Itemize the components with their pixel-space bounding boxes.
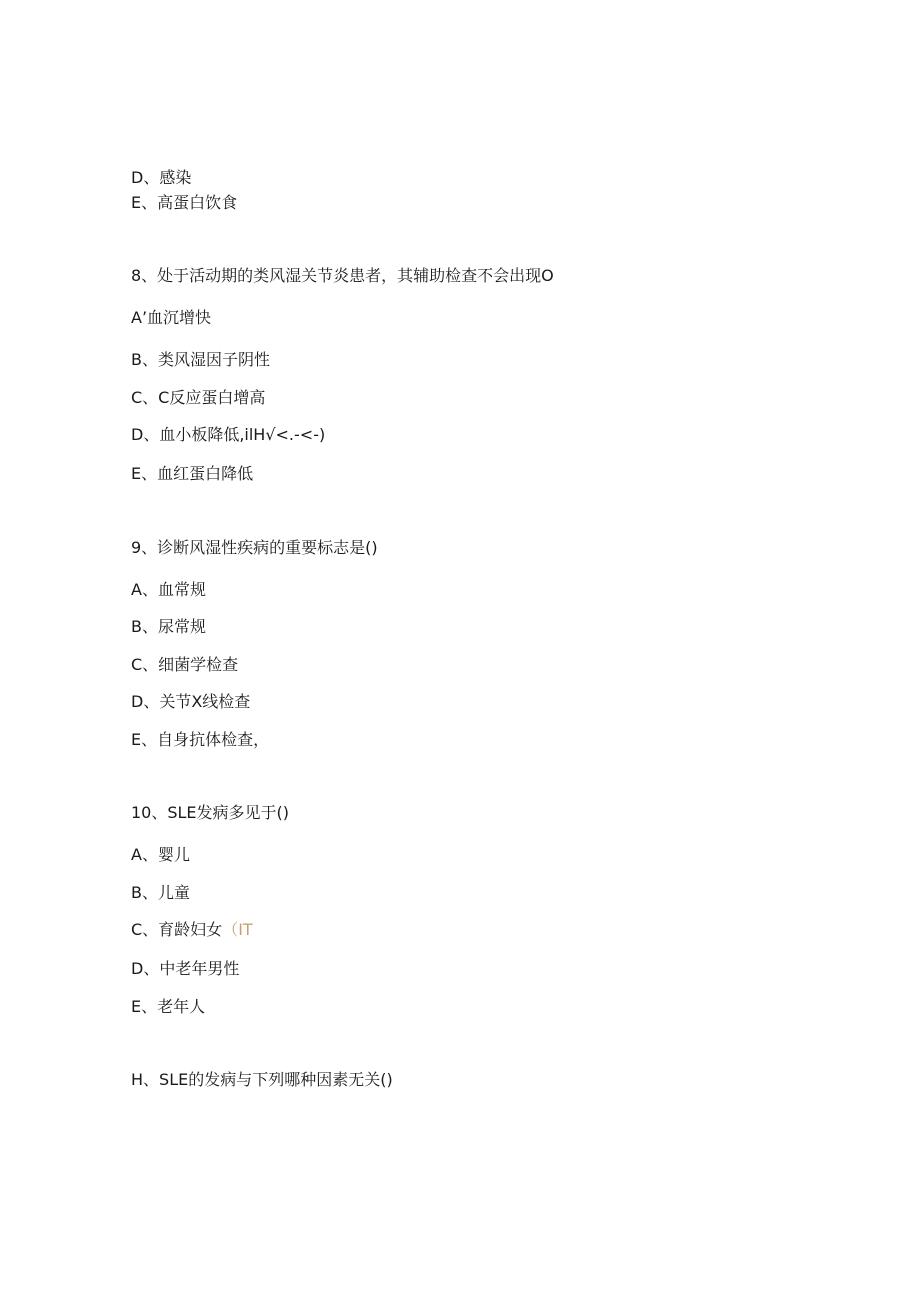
- q10-option-c-text: C、育龄妇女: [131, 920, 223, 939]
- q9-stem: 9、诊断风湿性疾病的重要标志是(): [131, 538, 378, 557]
- q10-stem: 10、SLE发病多见于(): [131, 803, 290, 822]
- q10-option-d: D、中老年男性: [131, 959, 240, 978]
- q10-option-c-mark: （IT: [222, 920, 253, 939]
- q8-option-a: A’血沉增快: [131, 308, 212, 327]
- q8-option-e: E、血红蛋白降低: [131, 464, 254, 483]
- q10-option-b: B、儿童: [131, 883, 190, 902]
- q9-option-c: C、细菌学检查: [131, 655, 239, 674]
- q8-option-c: C、C反应蛋白增高: [131, 388, 266, 407]
- q7-option-e: E、高蛋白饮食: [131, 193, 238, 212]
- q8-stem: 8、处于活动期的类风湿关节炎患者，其辅助检查不会出现O: [131, 266, 554, 285]
- q11-stem: H、SLE的发病与下列哪种因素无关(): [131, 1070, 393, 1089]
- q9-option-a: A、血常规: [131, 580, 206, 599]
- q9-option-e: E、自身抗体检查，: [131, 730, 270, 749]
- q8-option-d: D、血小板降低,ilH√<.-<-): [131, 425, 326, 444]
- q9-option-b: B、尿常规: [131, 617, 206, 636]
- q8-option-b: B、类风湿因子阴性: [131, 350, 270, 369]
- q10-option-e: E、老年人: [131, 997, 206, 1016]
- q7-option-d: D、感染: [131, 168, 192, 187]
- q9-option-d: D、关节X线检查: [131, 692, 251, 711]
- q10-option-a: A、婴儿: [131, 845, 190, 864]
- q10-option-c: [131, 920, 253, 940]
